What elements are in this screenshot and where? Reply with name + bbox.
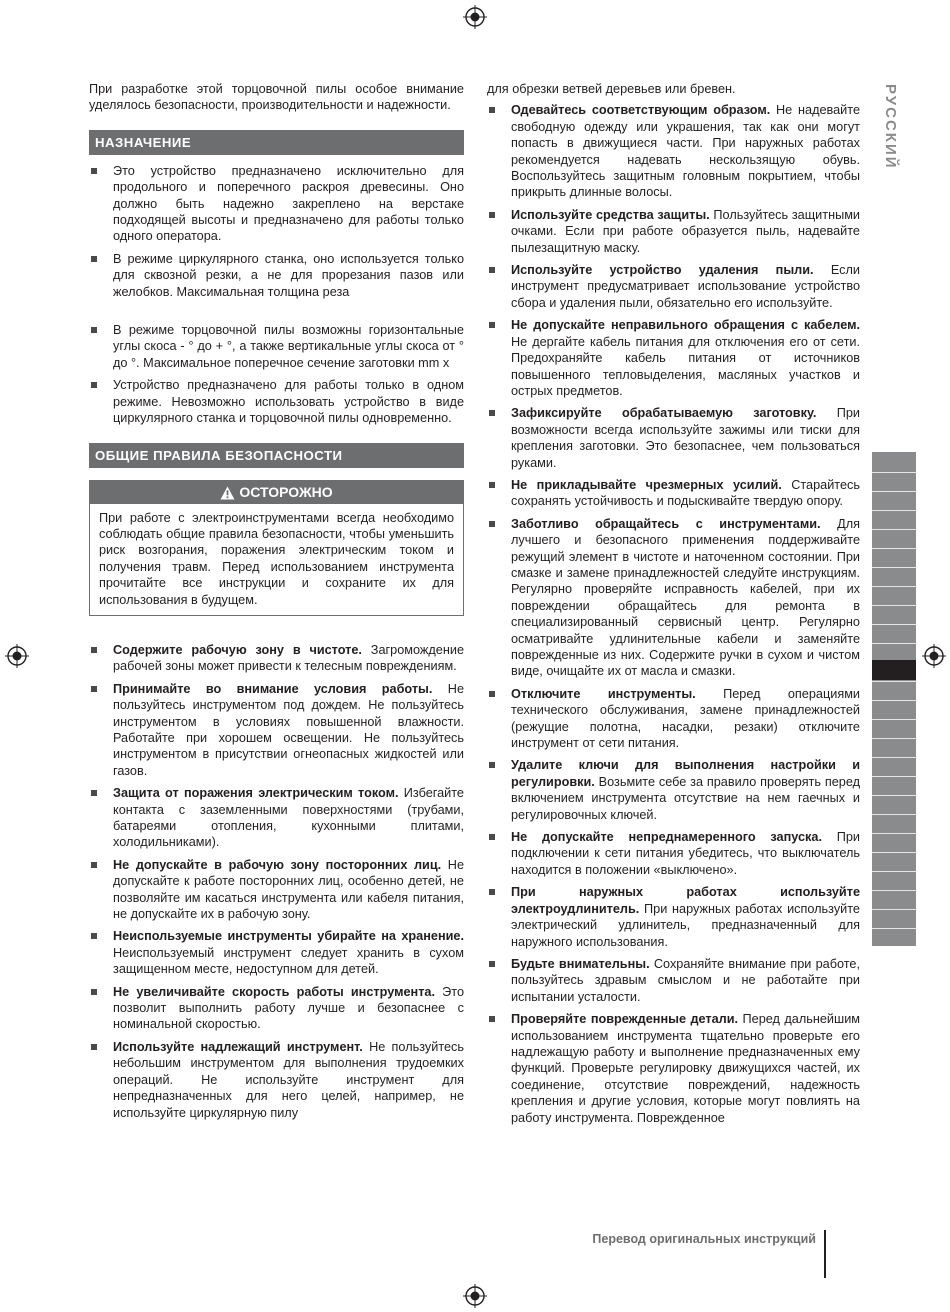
bullet-square-icon — [91, 862, 97, 868]
tab-divider — [872, 909, 916, 910]
bullet-square-icon — [489, 889, 495, 895]
rule-item — [89, 928, 464, 977]
list-item: Это устройство предназначено исключительно для продольного и поперечного раскроя древесины. Оно должно быть надежно закреплено на верстаке подходящей высоты и предназначено для работы только одного оператора. — [89, 163, 464, 245]
rule-heading: Защита от поражения электрическим током. — [113, 786, 399, 801]
rule-item — [89, 785, 464, 851]
rule-item — [89, 984, 464, 1033]
rule-heading: Неиспользуемые инструменты убирайте на хранение. — [113, 929, 464, 944]
rule-text: Не дергайте кабель питания для отключения его от сети. Предохраняйте кабель питания от источников повышенного тепловыделения, масляных участков и острых предметов. — [511, 334, 860, 398]
rule-item — [487, 956, 860, 1005]
tab-divider — [872, 567, 916, 568]
rule-heading: Не прикладывайте чрезмерных усилий. — [511, 477, 782, 492]
rule-heading: Принимайте во внимание условия работы. — [113, 681, 433, 696]
bullet-square-icon — [91, 790, 97, 796]
rule-text: Если инструмент предусматривает использование устройство сбора и удаления пыли, обязательно его используйте. — [511, 263, 860, 310]
tab-divider — [872, 605, 916, 606]
tab-divider — [872, 833, 916, 834]
rule-text: Возьмите себе за правило проверять перед включением инструмента отсутствие на нем гаечных и регулировочных ключей. — [511, 774, 860, 822]
purpose-list — [89, 163, 464, 427]
rule-item — [487, 757, 860, 823]
warning-box — [89, 480, 464, 616]
rule-text: Сохраняйте внимание при работе, пользуйтесь здравым смыслом и не работайте при испытании усталости. — [511, 956, 860, 1004]
rule-text: Для лучшего и безопасного применения поддерживайте режущий элемент в чистоте и наточенном состоянии. При смазке и замене принадлежностей следуйте инструкциям. Регулярно проверяйте исправность кабелей, при их повреждении обращайтесь для ремонта в специализированный сервисный центр. Регулярно осматривайте удлинительные кабели и заменяйте поврежденные из них. Содержите ручки в сухом и чистом виде, очищайте их от масла и смазки. — [511, 516, 860, 679]
bullet-square-icon — [91, 327, 97, 333]
rule-text: При возможности всегда используйте зажимы или тиски для крепления заготовки. Это безопаснее, чем пользоваться руками. — [511, 406, 860, 470]
tab-divider — [872, 548, 916, 549]
bullet-square-icon — [489, 267, 495, 273]
rule-heading: Удалите ключи для выполнения настройки и регулировки. — [511, 758, 860, 789]
rule-text: При подключении к сети питания убедитесь, что выключатель находится в положении «выключено». — [511, 830, 860, 877]
rule-text: Перед операциями технического обслуживания, замене принадлежностей (режущие полотна, насадки, резаки) отключите инструмент от сети питания. — [511, 686, 861, 751]
rule-item — [487, 262, 860, 311]
rule-item — [89, 642, 464, 675]
rule-text: Не надевайте свободную одежду или украшения, так как они могут попасть в движущиеся части. При наружных работах рекомендуется надевать нескользящую обувь. Воспользуйтесь защитным головным покрытием, чтобы прикрыть длинные волосы. — [511, 103, 860, 200]
rule-text: Перед дальнейшим использованием инструмента тщательно проверьте его надлежащую работу и выполнение предназначенных ему функций. Проверьте регулировку движущихся частей, их соединение, отсутствие повреждений, надежность крепления и другие условия, которые могут повлиять на работу инструмента. Поврежденное — [511, 1012, 861, 1125]
rule-text: Это позволит выполнить работу лучше и безопаснее с номинальной скоростью. — [113, 984, 464, 1032]
rule-heading: Будьте внимательны. — [511, 956, 650, 971]
rule-heading: При наружных работах используйте электроудлинитель. — [511, 885, 860, 916]
tab-divider — [872, 871, 916, 872]
bullet-square-icon — [91, 989, 97, 995]
rule-heading: Не допускайте неправильного обращения с кабелем. — [511, 318, 860, 333]
right-column — [487, 78, 860, 1132]
safety-rules-left — [89, 642, 464, 1121]
bullet-square-icon — [489, 482, 495, 488]
rule-text: При наружных работах используйте электрический удлинитель, предназначенный для наружного использования. — [511, 901, 860, 949]
tab-divider — [872, 738, 916, 739]
tab-divider — [872, 776, 916, 777]
section-title-safety: ОБЩИЕ ПРАВИЛА БЕЗОПАСНОСТИ — [89, 443, 464, 468]
rule-item — [487, 884, 860, 950]
bullet-square-icon — [489, 410, 495, 416]
rule-heading: Используйте средства защиты. — [511, 207, 710, 222]
rule-item — [487, 829, 860, 878]
tab-divider — [872, 643, 916, 644]
rule-text: Избегайте контакта с заземленными поверхностями (трубами, батареями отопления, кухонными плитами, холодильниками). — [113, 786, 464, 850]
rule-heading: Не допускайте в рабочую зону посторонних лиц. — [113, 857, 442, 872]
bullet-square-icon — [91, 382, 97, 388]
tab-divider — [872, 491, 916, 492]
language-label: РУССКИЙ — [882, 84, 899, 170]
bullet-square-icon — [489, 212, 495, 218]
rule-item — [487, 686, 860, 752]
bullet-square-icon — [91, 686, 97, 692]
registration-mark-icon — [463, 1284, 487, 1308]
rule-heading: Не увеличивайте скорость работы инструмента. — [113, 984, 435, 999]
warning-text: При работе с электроинструментами всегда необходимо соблюдать общие правила безопасности, чтобы уменьшить риск возгорания, поражения электрическим током и получения травм. Перед использованием инструмента прочитайте все инструкции и сохраните их для использования в будущем. — [99, 510, 454, 607]
bullet-square-icon — [489, 1016, 495, 1022]
left-column — [89, 78, 464, 1127]
rule-item — [487, 102, 860, 200]
tab-divider — [872, 472, 916, 473]
rule-item — [487, 1011, 860, 1126]
bullet-square-icon — [91, 647, 97, 653]
list-item: В режиме циркулярного станка, оно используется только для сквозной резки, а не для прорезания пазов или желобков. Максимальная толщина реза — [89, 251, 464, 300]
bullet-square-icon — [91, 933, 97, 939]
tab-divider — [872, 757, 916, 758]
rule-heading: Заботливо обращайтесь с инструментами. — [511, 516, 821, 531]
bullet-square-icon — [91, 1044, 97, 1050]
tab-divider — [872, 719, 916, 720]
warning-header — [90, 481, 463, 504]
tab-divider — [872, 529, 916, 530]
bullet-square-icon — [489, 691, 495, 697]
tab-divider — [872, 814, 916, 815]
rule-heading: Одевайтесь соответствующим образом. — [511, 103, 771, 118]
rule-item — [89, 1039, 464, 1121]
tab-divider — [872, 681, 916, 682]
active-language-tab — [872, 660, 916, 680]
section-title-purpose: НАЗНАЧЕНИЕ — [89, 130, 464, 155]
rule-heading: Содержите рабочую зону в чистоте. — [113, 642, 362, 657]
safety-rules-right — [487, 102, 860, 1126]
bullet-square-icon — [489, 834, 495, 840]
bullet-square-icon — [489, 521, 495, 527]
rule-text: Не пользуйтесь инструментом под дождем. Не пользуйтесь инструментом в условиях повышенной влажности. Работайте при хорошем освещении. Не пользуйтесь инструментом в присутствии огнеопасных жидкостей или газов. — [113, 681, 464, 778]
bullet-square-icon — [489, 107, 495, 113]
rule-item — [89, 681, 464, 779]
tab-divider — [872, 795, 916, 796]
rule-text: Не допускайте к работе посторонних лиц, особенно детей, не позволяйте им касаться инструмента или кабеля питания, не допускайте их в рабочую зону. — [113, 857, 464, 922]
rule-heading: Отключите инструменты. — [511, 686, 696, 701]
continuation-text: для обрезки ветвей деревьев или бревен. — [487, 82, 736, 96]
bullet-square-icon — [489, 961, 495, 967]
bullet-square-icon — [489, 322, 495, 328]
registration-mark-icon — [922, 644, 946, 668]
rule-item — [487, 477, 860, 510]
intro-paragraph: При разработке этой торцовочной пилы особое внимание уделялось безопасности, производительности и надежности. — [89, 82, 464, 113]
rule-heading: Зафиксируйте обрабатываемую заготовку. — [511, 406, 817, 421]
rule-item — [487, 516, 860, 680]
list-item: Устройство предназначено для работы только в одном режиме. Невозможно использовать устройство в виде циркулярного станка и торцовочной пилы одновременно. — [89, 377, 464, 426]
bullet-square-icon — [91, 168, 97, 174]
rule-text: Неиспользуемый инструмент следует хранить в сухом защищенном месте, недоступном для детей. — [113, 945, 464, 977]
registration-mark-icon — [463, 5, 487, 29]
tab-divider — [872, 852, 916, 853]
rule-text: Не пользуйтесь небольшим инструментом для выполнения трудоемких операций. Не используйте инструмент для непредназначенных для него целей, например, не используйте циркулярную пилу — [113, 1039, 465, 1120]
list-item: В режиме торцовочной пилы возможны горизонтальные углы скоса - ° до + °, а также вертикальные углы скоса от ° до °. Максимальное поперечное сечение заготовки mm x — [89, 322, 464, 371]
rule-text: Старайтесь сохранять устойчивость и подыскивайте твердую опору. — [511, 477, 860, 509]
warning-triangle-icon — [220, 486, 235, 500]
rule-heading: Не допускайте непреднамеренного запуска. — [511, 830, 822, 845]
tab-divider — [872, 624, 916, 625]
warning-title: ОСТОРОЖНО — [239, 483, 333, 500]
tab-divider — [872, 890, 916, 891]
tab-divider — [872, 510, 916, 511]
rule-item — [89, 857, 464, 923]
tab-divider — [872, 586, 916, 587]
rule-text: Пользуйтесь защитными очками. Если при работе образуется пыль, надевайте пылезащитную маску. — [511, 207, 861, 255]
tab-divider — [872, 700, 916, 701]
rule-item — [487, 405, 860, 471]
tab-divider — [872, 928, 916, 929]
rule-heading: Используйте устройство удаления пыли. — [511, 263, 814, 278]
footer-divider — [824, 1230, 826, 1278]
footer-text: Перевод оригинальных инструкций — [592, 1232, 816, 1246]
rule-item — [487, 317, 860, 399]
rule-text: Загромождение рабочей зоны может привести к телесным повреждениям. — [113, 642, 465, 674]
rule-heading: Используйте надлежащий инструмент. — [113, 1039, 363, 1054]
bullet-square-icon — [489, 762, 495, 768]
bullet-square-icon — [91, 256, 97, 262]
rule-heading: Проверяйте поврежденные детали. — [511, 1012, 739, 1027]
rule-item — [487, 207, 860, 256]
registration-mark-icon — [5, 644, 29, 668]
